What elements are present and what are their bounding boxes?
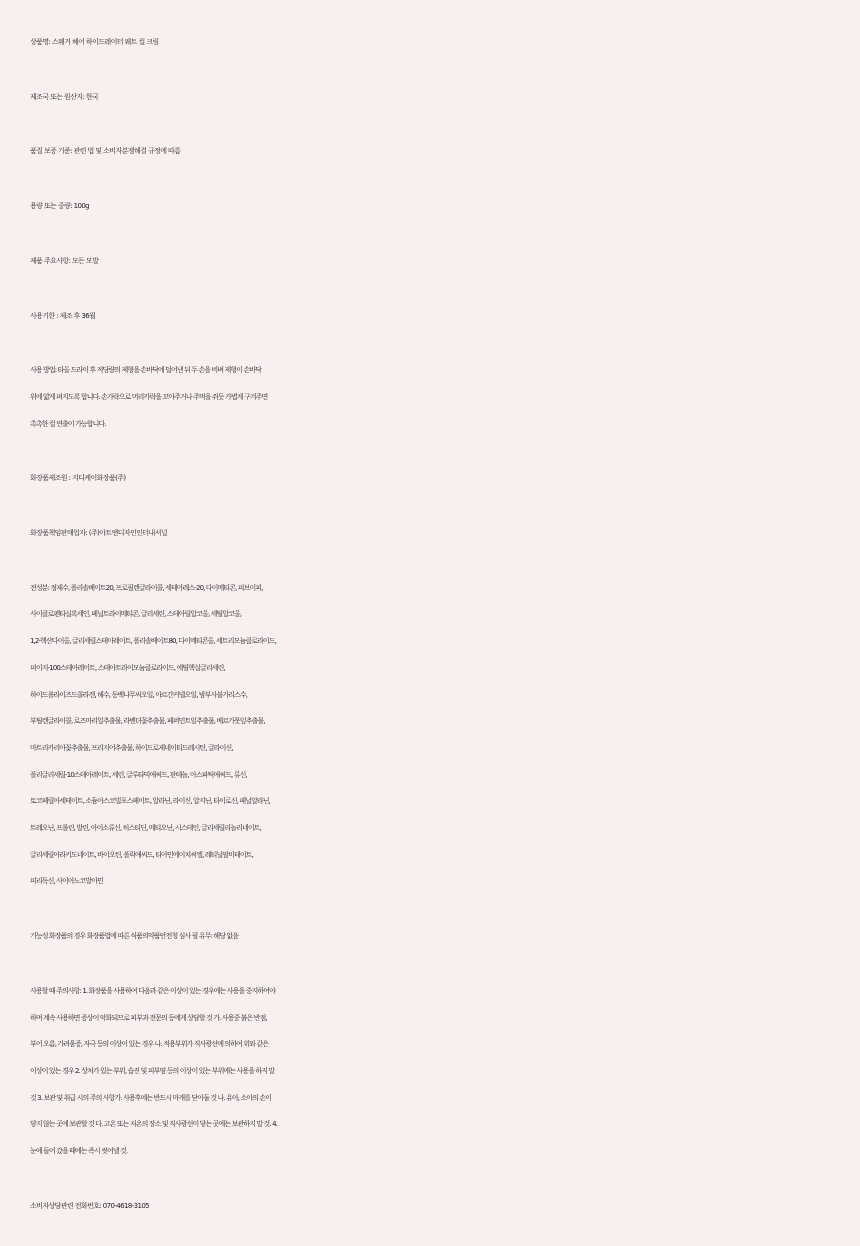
quality-standard-section [30,138,860,165]
usage-line: 사용 방법: 타올 드라이 후 적당량의 제형을 손바닥에 덜어낸 뒤 두 손을 비벼 제형이 손바닥 [30,366,262,375]
product-name-section [30,29,860,56]
precautions-line: 사용할 때 주의사항: 1. 화장품을 사용하여 다음과 같은 이상이 있는 경우에는 사용을 중지하여야 [30,986,275,995]
precautions-line: 부어 오름, 가려움증, 자극 등의 이상이 있는 경우 나. 적용부위가 직사광선에 의하여 위와 같은 [30,1040,269,1049]
precautions-line: 이상이 있는 경우 2. 상처가 있는 부위, 습진 및 피부염 등의 이상이 있는 부위에는 사용을 하지 말 [30,1066,275,1075]
consumer-phone-line: 소비자상담관련 전화번호: 070-4618-3105 [30,1201,150,1210]
distributor-section [30,520,860,547]
key-info-section [30,248,860,275]
ingredients-line: 마트리카리아꽃추출물, 프리지어추출물, 하이드로제네이티드레시틴, 글라이신, [30,743,233,752]
manufacturer-section [30,465,860,492]
precautions-line: 눈에 들어 갔을 때에는 즉시 씻어낼 것. [30,1147,128,1156]
consumer-phone-section [30,1193,860,1220]
ingredients-line: 1,2-헥산다이올, 글리세릴스테아레이트, 폴리솔베이트80, 다이메티콘올, 세트리모늄클로라이드, [30,637,276,646]
usage-line: 위에 얇게 펴지도록 합니다. 손가락으로 머리카락을 꼬아주거나 주먹을 쥐듯 가볍게 구겨주면 [30,392,268,401]
quality-standard-line: 품질 보증 기준: 관련 법 및 소비자분쟁해결 규정에 따름 [30,147,181,156]
ingredients-line: 폴리글리세릴-10스테아레이트, 세린, 글루타믹애씨드, 판테놀, 아스파틱애씨드, 류신, [30,770,247,779]
precautions-line: 닿지 않는 곳에 보관할 것 다. 고온 또는 저온의 장소 및 직사광선이 닿는 곳에는 보관하지 말 것. 4. [30,1120,277,1129]
usage-section [30,357,860,437]
volume-section [30,193,860,220]
ingredients-line: 글리세릴아라키도네이트, 바이오틴, 폴릭애씨드, 티아민에이치씨엘, 레티닐팔미테이트, [30,850,253,859]
ingredients-line: 사이클로펜타실록세인, 페닐트라이메티콘, 글리세린, 스테아릴알코올, 세틸알코올, [30,610,242,619]
expiry-section [30,303,860,330]
distributor-line: 화장품책임판매업자: (주)아트앤디자인인터내셔널 [30,529,168,538]
precautions-line: 하며 계속 사용하면 증상이 악화되므로 피부과 전문의 등에게 상담할 것 가. 사용중 붉은 반점, [30,1013,267,1022]
origin-section [30,84,860,111]
precautions-section [30,978,860,1165]
manufacturer-line: 화장품제조원 : 지디케이화장품(주) [30,474,126,483]
volume-line: 용량 또는 중량: 100g [30,202,90,211]
ingredients-line: 피이지-100스테아레이트, 스테아트라이모늄클로라이드, 에틸헥실글리세린, [30,663,225,672]
product-name-line: 상품명: 스웨거 헤어 하이드레이터 웨트 컬 크림 [30,38,159,46]
functional-cosmetic-section [30,923,860,950]
origin-line: 제조국 또는 원산지: 한국 [30,92,99,101]
ingredients-line: 부틸렌글라이콜, 로즈마리잎추출물, 라벤더꽃추출물, 페퍼민트잎추출물, 베르가못잎추출물, [30,717,265,726]
usage-line: 촉촉한 컬 연출이 가능합니다. [30,419,106,428]
precautions-line: 것 3. 보관 및 취급 시의 주의 사항가. 사용후에는 반드시 마개를 닫아둘 것 나. 유아, 소아의 손이 [30,1093,272,1102]
ingredients-line: 토코페릴아세테이트, 소듐아스코빌포스페이트, 알라닌, 라이신, 알지닌, 타이로신, 페닐알라닌, [30,797,270,806]
ingredients-section [30,575,860,895]
expiry-line: 사용기한 : 제조 후 36월 [30,311,96,320]
ingredients-line: 피리독신, 사이아노코발아민 [30,877,103,886]
ingredients-line: 트레오닌, 프롤린, 발린, 아이소류신, 히스티딘, 메티오닌, 시스테인, 글리세릴리놀리네이트, [30,824,261,833]
ingredients-line: 전성분: 정제수, 폴리솔베이트20, 프로필렌글라이콜, 세테아레스-20, 다이메티콘, 피브이피, [30,583,263,592]
functional-cosmetic-line: 기능성 화장품의 경우 화장품법에 따른 식품의약품안전청 심사 필 유무: 해당 없음 [30,932,239,941]
ingredients-line: 하이드롤라이즈드콜라겐, 해수, 동백나무씨오일, 아르간커넬오일, 밤부사불가리스수, [30,690,248,699]
key-info-line: 제품 주요사항: 모든 모발 [30,256,99,265]
